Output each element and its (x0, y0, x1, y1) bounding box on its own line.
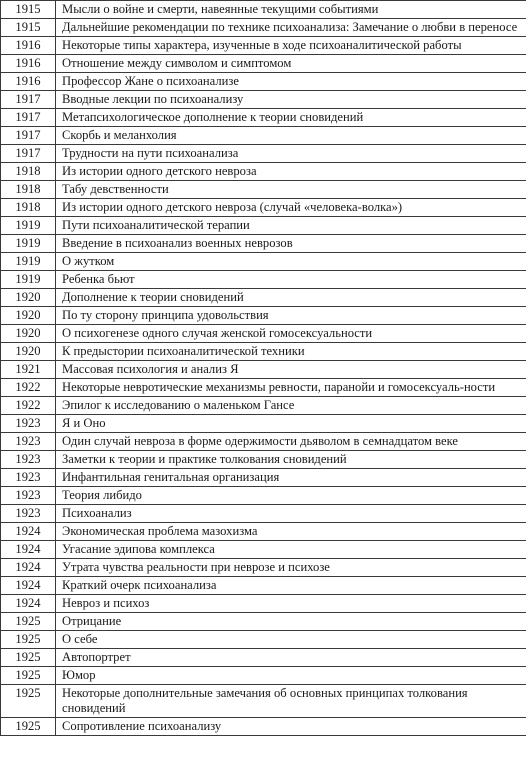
year-cell: 1919 (1, 271, 56, 289)
table-row (1, 235, 526, 253)
title-cell: Метапсихологическое дополнение к теории сновидений (56, 109, 526, 127)
title-cell: Из истории одного детского невроза (56, 163, 526, 181)
table-row (1, 718, 526, 736)
title-cell: Автопортрет (56, 649, 526, 667)
year-cell: 1918 (1, 199, 56, 217)
table-row (1, 577, 526, 595)
table-row (1, 325, 526, 343)
title-cell: Теория либидо (56, 487, 526, 505)
table-row (1, 595, 526, 613)
year-cell: 1920 (1, 325, 56, 343)
title-cell: Один случай невроза в форме одержимости дьяволом в семнадцатом веке (56, 433, 526, 451)
title-cell: По ту сторону принципа удовольствия (56, 307, 526, 325)
title-cell: Мысли о войне и смерти, навеянные текущими событиями (56, 1, 526, 19)
year-cell: 1919 (1, 217, 56, 235)
title-cell: Некоторые дополнительные замечания об основных принципах толкования сновидений (56, 685, 526, 718)
table-row (1, 91, 526, 109)
title-cell: Трудности на пути психоанализа (56, 145, 526, 163)
table-row (1, 1, 526, 19)
year-cell: 1920 (1, 289, 56, 307)
year-cell: 1921 (1, 361, 56, 379)
year-cell: 1922 (1, 397, 56, 415)
year-cell: 1917 (1, 91, 56, 109)
year-cell: 1919 (1, 235, 56, 253)
year-cell: 1915 (1, 1, 56, 19)
title-cell: Заметки к теории и практике толкования сновидений (56, 451, 526, 469)
title-cell: Пути психоаналитической терапии (56, 217, 526, 235)
year-cell: 1919 (1, 253, 56, 271)
year-cell: 1917 (1, 109, 56, 127)
table-row (1, 433, 526, 451)
year-cell: 1915 (1, 19, 56, 37)
table-row (1, 685, 526, 718)
title-cell: О жутком (56, 253, 526, 271)
title-cell: Дополнение к теории сновидений (56, 289, 526, 307)
year-cell: 1925 (1, 685, 56, 718)
title-cell: Массовая психология и анализ Я (56, 361, 526, 379)
table-row (1, 361, 526, 379)
table-row (1, 505, 526, 523)
works-table-body (1, 1, 526, 736)
table-row (1, 163, 526, 181)
year-cell: 1924 (1, 559, 56, 577)
table-row (1, 487, 526, 505)
year-cell: 1916 (1, 55, 56, 73)
year-cell: 1924 (1, 577, 56, 595)
table-row (1, 523, 526, 541)
title-cell: Табу девственности (56, 181, 526, 199)
table-row (1, 559, 526, 577)
title-cell: О психогенезе одного случая женской гомосексуальности (56, 325, 526, 343)
title-cell: Инфантильная генитальная организация (56, 469, 526, 487)
year-cell: 1917 (1, 127, 56, 145)
title-cell: Эпилог к исследованию о маленьком Гансе (56, 397, 526, 415)
title-cell: Утрата чувства реальности при неврозе и психозе (56, 559, 526, 577)
year-cell: 1918 (1, 163, 56, 181)
table-row (1, 181, 526, 199)
title-cell: Введение в психоанализ военных неврозов (56, 235, 526, 253)
year-cell: 1923 (1, 487, 56, 505)
table-row (1, 415, 526, 433)
table-row (1, 343, 526, 361)
table-row (1, 127, 526, 145)
table-row (1, 37, 526, 55)
year-cell: 1925 (1, 613, 56, 631)
title-cell: Дальнейшие рекомендации по технике психоанализа: Замечание о любви в переносе (56, 19, 526, 37)
year-cell: 1923 (1, 433, 56, 451)
year-cell: 1920 (1, 307, 56, 325)
table-row (1, 55, 526, 73)
title-cell: Скорбь и меланхолия (56, 127, 526, 145)
year-cell: 1922 (1, 379, 56, 397)
title-cell: Экономическая проблема мазохизма (56, 523, 526, 541)
table-row (1, 19, 526, 37)
table-row (1, 109, 526, 127)
title-cell: К предыстории психоаналитической техники (56, 343, 526, 361)
title-cell: Из истории одного детского невроза (случай «человека-волка») (56, 199, 526, 217)
year-cell: 1916 (1, 73, 56, 91)
year-cell: 1925 (1, 631, 56, 649)
year-cell: 1925 (1, 718, 56, 736)
table-row (1, 541, 526, 559)
title-cell: Отношение между символом и симптомом (56, 55, 526, 73)
title-cell: Юмор (56, 667, 526, 685)
table-row (1, 199, 526, 217)
title-cell: Психоанализ (56, 505, 526, 523)
year-cell: 1924 (1, 523, 56, 541)
table-row (1, 73, 526, 91)
table-row (1, 271, 526, 289)
table-row (1, 667, 526, 685)
table-row (1, 613, 526, 631)
year-cell: 1924 (1, 541, 56, 559)
title-cell: Вводные лекции по психоанализу (56, 91, 526, 109)
table-row (1, 649, 526, 667)
title-cell: Профессор Жане о психоанализе (56, 73, 526, 91)
year-cell: 1923 (1, 469, 56, 487)
title-cell: Некоторые типы характера, изученные в ходе психоаналитической работы (56, 37, 526, 55)
title-cell: Ребенка бьют (56, 271, 526, 289)
title-cell: Угасание эдипова комплекса (56, 541, 526, 559)
year-cell: 1923 (1, 451, 56, 469)
table-row (1, 469, 526, 487)
title-cell: Я и Оно (56, 415, 526, 433)
title-cell: Краткий очерк психоанализа (56, 577, 526, 595)
year-cell: 1923 (1, 505, 56, 523)
table-row (1, 289, 526, 307)
table-row (1, 253, 526, 271)
table-row (1, 379, 526, 397)
table-row (1, 307, 526, 325)
title-cell: Некоторые невротические механизмы ревности, паранойи и гомосексуаль-ности (56, 379, 526, 397)
table-row (1, 217, 526, 235)
title-cell: О себе (56, 631, 526, 649)
year-cell: 1925 (1, 649, 56, 667)
year-cell: 1916 (1, 37, 56, 55)
table-row (1, 451, 526, 469)
year-cell: 1917 (1, 145, 56, 163)
table-row (1, 145, 526, 163)
year-cell: 1923 (1, 415, 56, 433)
title-cell: Сопротивление психоанализу (56, 718, 526, 736)
year-cell: 1920 (1, 343, 56, 361)
table-row (1, 397, 526, 415)
title-cell: Невроз и психоз (56, 595, 526, 613)
title-cell: Отрицание (56, 613, 526, 631)
year-cell: 1925 (1, 667, 56, 685)
year-cell: 1918 (1, 181, 56, 199)
year-cell: 1924 (1, 595, 56, 613)
table-row (1, 631, 526, 649)
